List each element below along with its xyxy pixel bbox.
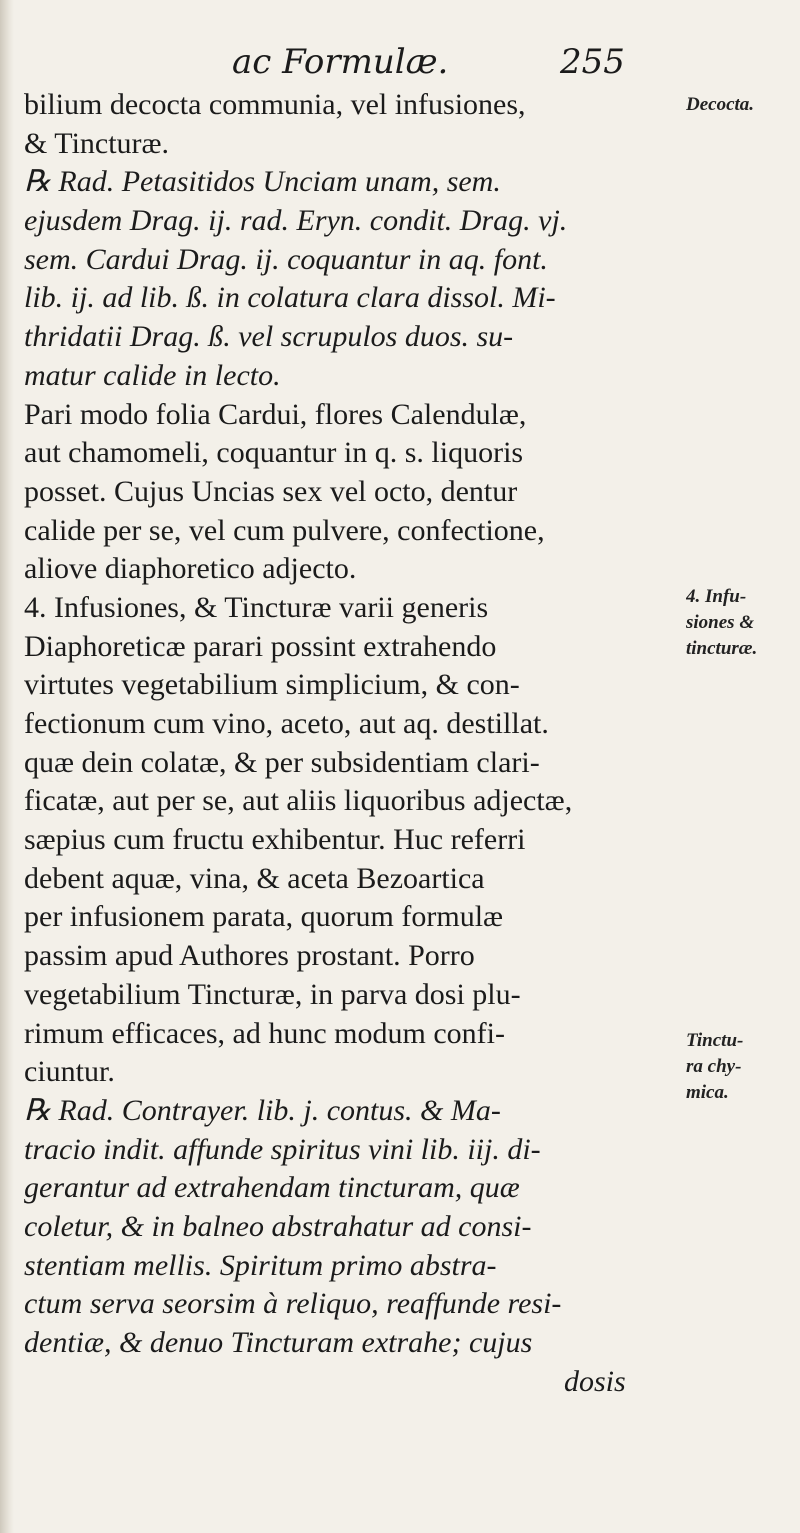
marginal-note-line: mica.	[686, 1082, 729, 1103]
text-line: calide per se, vel cum pulvere, confectione,	[24, 513, 545, 547]
text-line: per infusionem parata, quorum formulæ	[24, 900, 504, 934]
text-line: tracio indit. affunde spiritus vini lib. iij. di-	[24, 1132, 541, 1166]
marginal-note-line: ra chy-	[686, 1056, 742, 1077]
text-line: passim apud Authores prostant. Porro	[24, 939, 475, 973]
text-line: thridatii Drag. ß. vel scrupulos duos. su-	[24, 320, 514, 354]
text-line: gerantur ad extrahendam tincturam, quæ	[24, 1171, 520, 1205]
marginal-note-line: siones &	[686, 612, 755, 633]
text-line: aut chamomeli, coquantur in q. s. liquoris	[24, 436, 524, 470]
marginal-note-line: Tinctu-	[686, 1030, 744, 1051]
text-line: fectionum cum vino, aceto, aut aq. destillat.	[24, 707, 549, 740]
marginal-note-tinctura	[686, 1028, 796, 1106]
text-line: ctum serva seorsim à reliquo, reaffunde resi-	[24, 1287, 562, 1321]
marginal-note-decocta	[686, 92, 796, 118]
text-line: virtutes vegetabilium simplicium, & con-	[24, 668, 520, 702]
text-line: rimum efficaces, ad hunc modum confi-	[24, 1016, 505, 1050]
page-number: 255	[560, 42, 625, 82]
text-line: vegetabilium Tincturæ, in parva dosi plu-	[24, 977, 521, 1011]
text-line: matur calide in lecto.	[24, 358, 281, 392]
text-line: ℞ Rad. Petasitidos Unciam unam, sem.	[24, 165, 501, 199]
text-line: dentiæ, & denuo Tincturam extrahe; cujus	[24, 1326, 533, 1359]
text-line: bilium decocta communia, vel infusiones,	[24, 88, 526, 121]
text-line: & Tincturæ.	[24, 126, 170, 160]
text-line: lib. ij. ad lib. ß. in colatura clara dissol. Mi-	[24, 281, 556, 315]
text-line: debent aquæ, vina, & aceta Bezoartica	[24, 861, 485, 895]
text-line: ficatæ, aut per se, aut aliis liquoribus adjectæ,	[24, 784, 573, 818]
marginal-note-line: Decocta.	[686, 94, 755, 115]
text-line: quæ dein colatæ, & per subsidentiam clari-	[24, 745, 540, 779]
text-line: ejusdem Drag. ij. rad. Eryn. condit. Drag. vj.	[24, 204, 568, 238]
text-line: sæpius cum fructu exhibentur. Huc referri	[24, 823, 526, 857]
body-text	[24, 86, 674, 1401]
text-line: 4. Infusiones, & Tincturæ varii generis	[24, 590, 489, 624]
text-line: posset. Cujus Uncias sex vel octo, dentur	[24, 474, 518, 508]
text-line: stentiam mellis. Spiritum primo abstra-	[24, 1248, 497, 1282]
text-line: ciuntur.	[24, 1055, 115, 1089]
marginal-note-line: tincturæ.	[686, 638, 758, 659]
marginal-note-infusiones	[686, 584, 796, 662]
text-line: ℞ Rad. Contrayer. lib. j. contus. & Ma-	[24, 1093, 501, 1127]
binding-gutter	[0, 0, 14, 1533]
text-line: coletur, & in balneo abstrahatur ad consi-	[24, 1209, 532, 1243]
text-line: dosis	[564, 1364, 626, 1398]
text-line: sem. Cardui Drag. ij. coquantur in aq. font.	[24, 242, 548, 276]
running-title: ac Formulæ.	[232, 42, 449, 82]
running-header	[0, 42, 800, 82]
marginal-note-line: 4. Infu-	[686, 586, 747, 607]
text-line: aliove diaphoretico adjecto.	[24, 552, 357, 586]
text-line: Pari modo folia Cardui, flores Calendulæ,	[24, 397, 527, 431]
text-line: Diaphoreticæ parari possint extrahendo	[24, 629, 497, 663]
